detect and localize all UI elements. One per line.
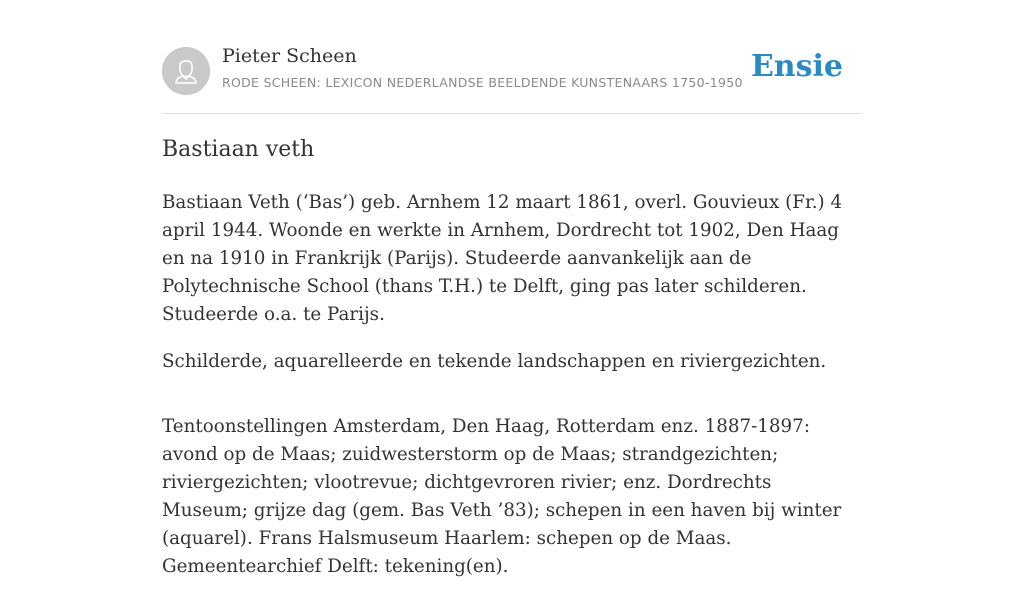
article-page [162, 0, 862, 577]
author-avatar[interactable] [162, 47, 210, 95]
source-title[interactable]: RODE SCHEEN: LEXICON NEDERLANDSE BEELDENDE KUNSTENAARS 1750-1950 [222, 75, 743, 90]
user-icon [162, 47, 210, 95]
article-paragraph: Bastiaan Veth (‘Bas’) geb. Arnhem 12 maart 1861, overl. Gouvieux (Fr.) 4 april 1944. Woonde en werkte in Arnhem, Dordrecht tot 1902, Den Haag en na 1910 in Frankrijk (Parijs). Studeerde aanvankelijk aan de Polytechnische School (thans T.H.) te Delft, ging pas later schilderen. Studeerde o.a. te Parijs. [162, 192, 843, 325]
article-body [162, 189, 862, 600]
article-header [162, 0, 862, 114]
article-paragraph: Tentoonstellingen Amsterdam, Den Haag, Rotterdam enz. 1887-1897: avond op de Maas; zuidwesterstorm op de Maas; strandgezichten; riviergezichten; vlootrevue; dichtgevroren rivier; enz. Dordrechts Museum; grijze dag (gem. Bas Veth ’83); schepen in een haven bij winter (aquarel). Frans Halsmuseum Haarlem: schepen op de Maas. Gemeentearchief Delft: tekening(en). [162, 416, 842, 577]
article-title: Bastiaan veth [162, 137, 315, 162]
ensie-logo[interactable]: Ensie [750, 49, 843, 84]
author-name[interactable]: Pieter Scheen [222, 45, 357, 67]
article-paragraph: Schilderde, aquarelleerde en tekende landschappen en riviergezichten. [162, 351, 827, 372]
